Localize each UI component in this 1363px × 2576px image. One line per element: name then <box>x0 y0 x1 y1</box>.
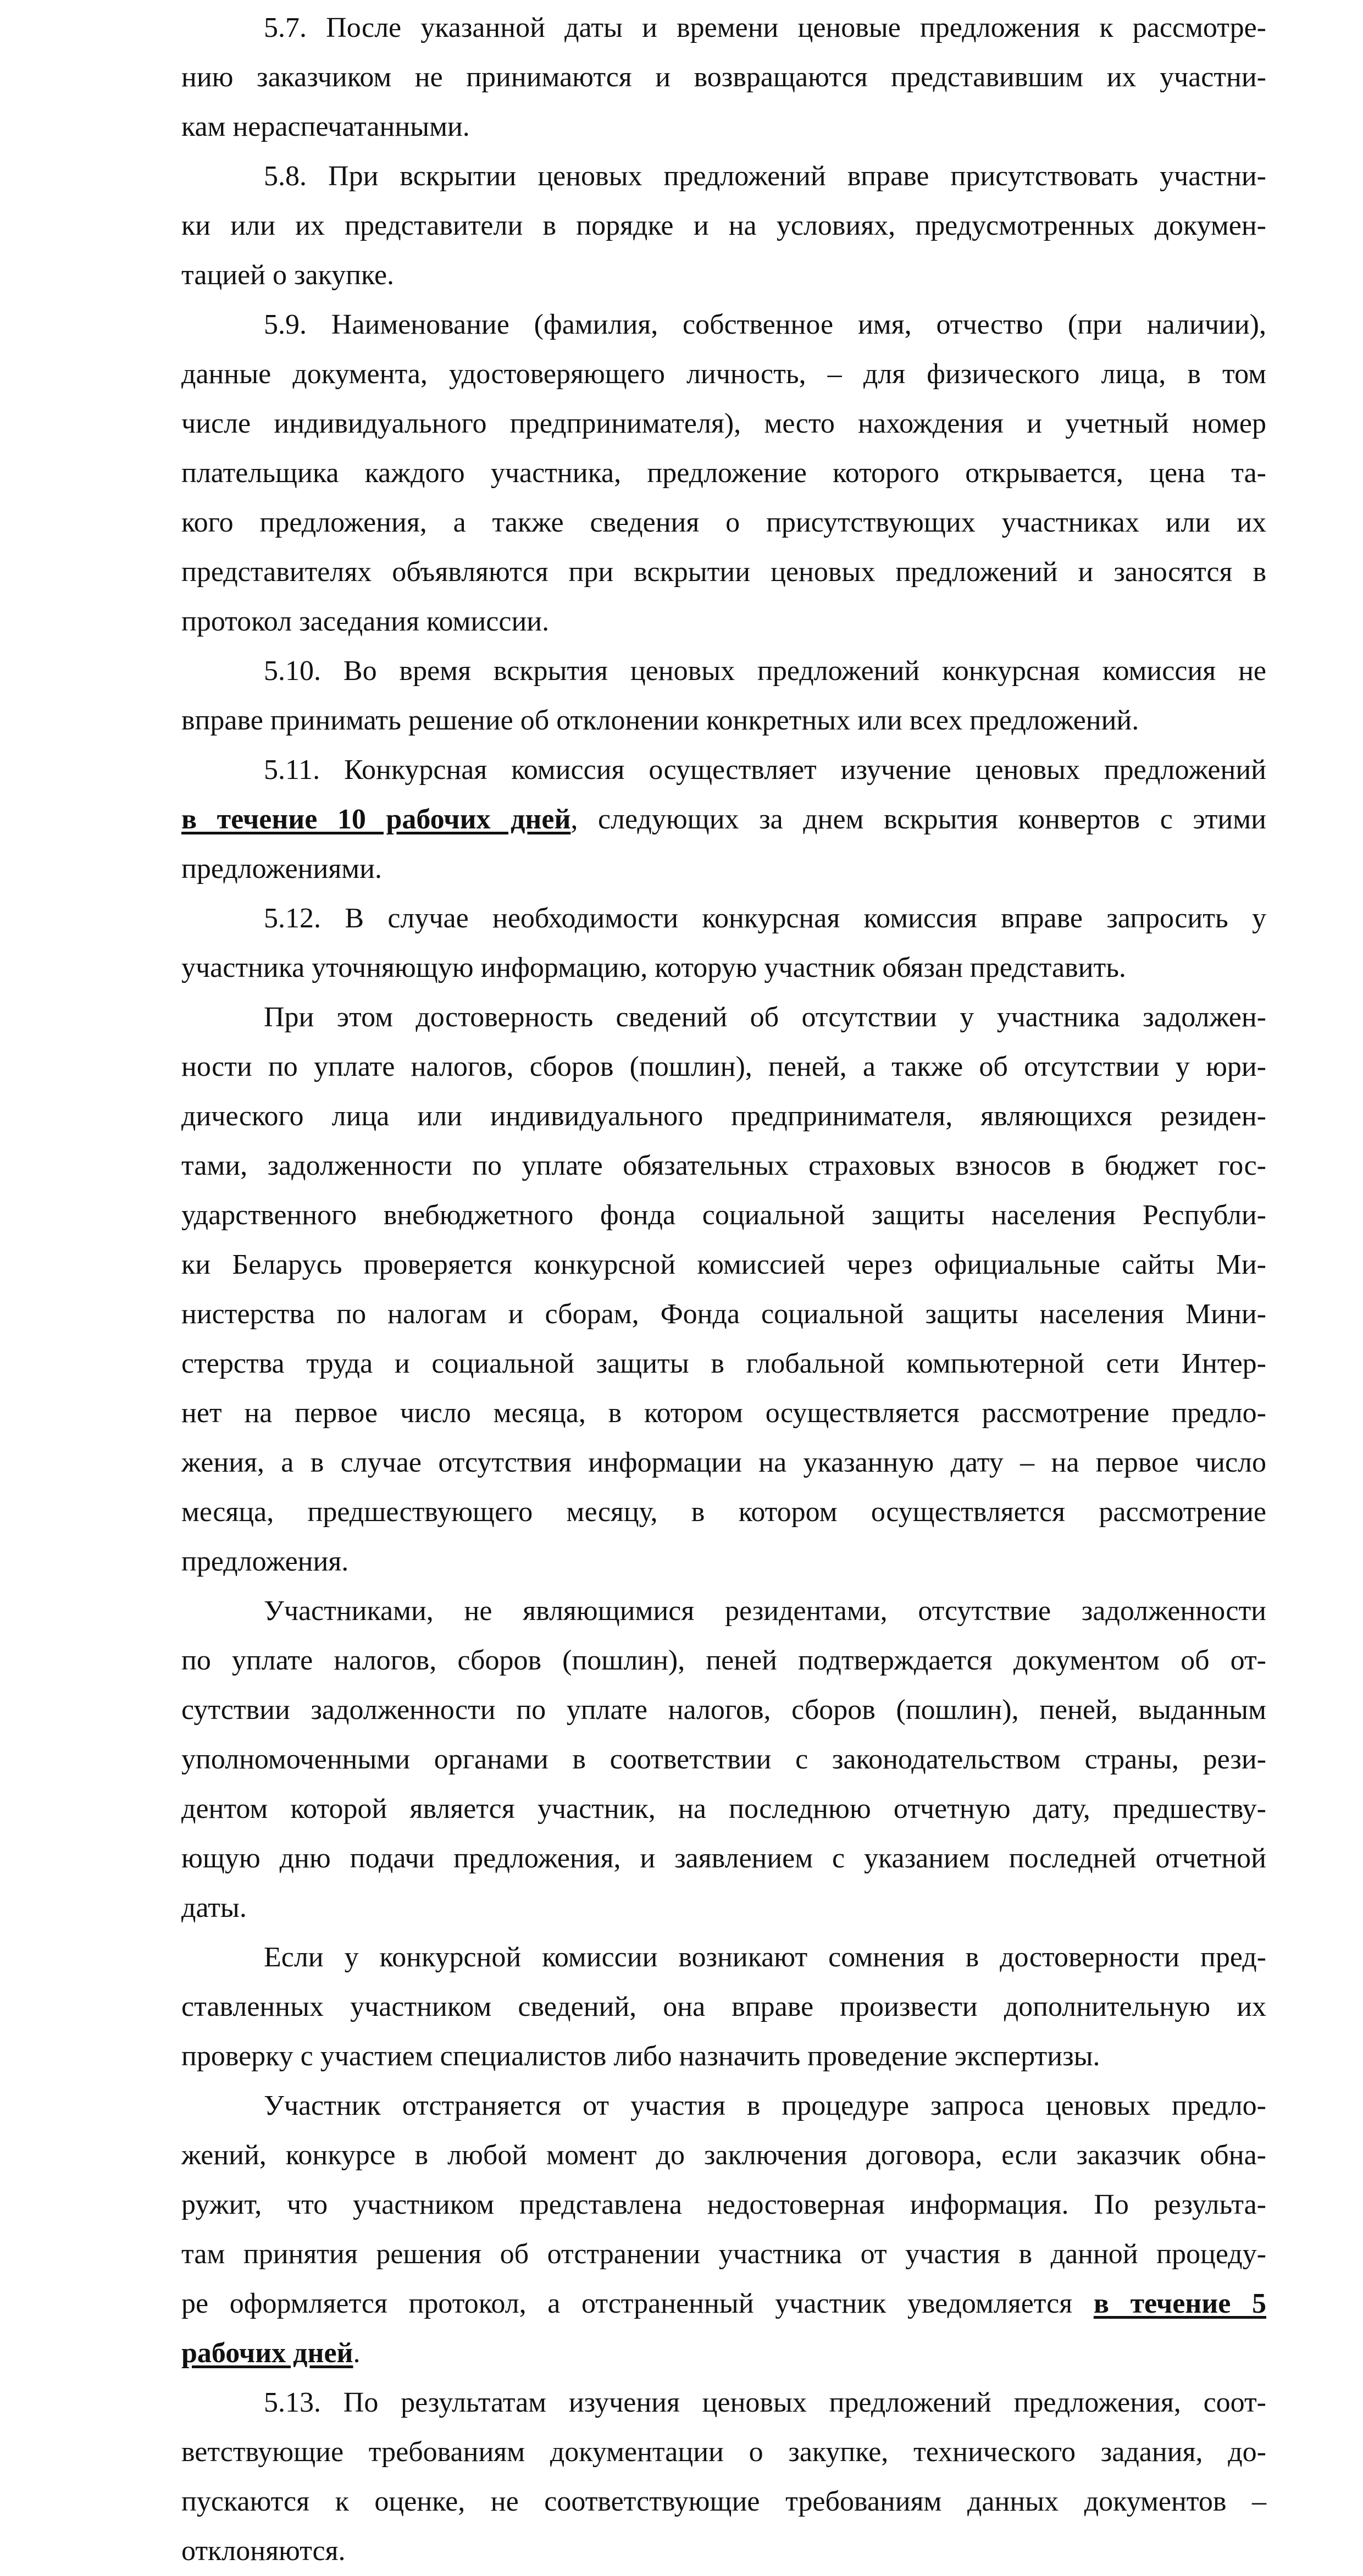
paragraph-5-7 <box>181 3 1266 152</box>
text-line: 5.7. После указанной даты и времени ценовые предложения к рассмотре- <box>264 12 1266 43</box>
text-line: ки или их представители в порядке и на условиях, предусмотренных докумен- <box>181 210 1266 241</box>
document-text-body <box>181 3 1266 2576</box>
text-line: ности по уплате налогов, сборов (пошлин), пеней, а также об отсутствии у юри- <box>181 1051 1266 1082</box>
paragraph-5-8 <box>181 152 1266 300</box>
text-line-with-emphasis <box>181 795 1266 844</box>
text-line: пускаются к оценке, не соответствующие требованиям данных документов – <box>181 2486 1266 2517</box>
text-line: 5.12. В случае необходимости конкурсная комиссия вправе запросить у <box>264 903 1266 934</box>
text-line: представителях объявляются при вскрытии ценовых предложений и заносятся в <box>181 556 1266 588</box>
text-line: ющую дню подачи предложения, и заявлением с указанием последней отчетной <box>181 1843 1266 1874</box>
text-line: дического лица или индивидуального предпринимателя, являющихся резиден- <box>181 1101 1266 1132</box>
text-line: дентом которой является участник, на последнюю отчетную дату, предшеству- <box>181 1793 1266 1825</box>
paragraph-5-9 <box>181 300 1266 646</box>
text-line: 5.11. Конкурсная комиссия осуществляет изучение ценовых предложений <box>264 754 1266 786</box>
text-line: ударственного внебюджетного фонда социальной защиты населения Республи- <box>181 1199 1266 1231</box>
text-line: нет на первое число месяца, в котором осуществляется рассмотрение предло- <box>181 1397 1266 1429</box>
text-line: нию заказчиком не принимаются и возвращаются представившим их участни- <box>181 62 1266 93</box>
text-line: нистерства по налогам и сборам, Фонда социальной защиты населения Мини- <box>181 1298 1266 1330</box>
text-line: отклоняются. <box>181 2535 346 2567</box>
text-line: кам нераспечатанными. <box>181 111 470 142</box>
emphasis-term-10-working-days: в течение 10 рабочих дней <box>181 804 571 835</box>
text-line: тацией о закупке. <box>181 259 395 291</box>
text-line: ставленных участником сведений, она вправе произвести дополнительную их <box>181 1991 1266 2022</box>
text-line: Участник отстраняется от участия в процедуре запроса ценовых предло- <box>264 2090 1266 2121</box>
text-line: уполномоченными органами в соответствии с законодательством страны, рези- <box>181 1744 1266 1775</box>
text-line: протокол заседания комиссии. <box>181 606 550 637</box>
text-line-with-emphasis <box>181 2279 1266 2329</box>
paragraph-esli-u-komissii <box>181 1933 1266 2081</box>
text-line: вправе принимать решение об отклонении конкретных или всех предложений. <box>181 705 1139 736</box>
text-line: тами, задолженности по уплате обязательных страховых взносов в бюджет гос- <box>181 1150 1266 1181</box>
text-line: участника уточняющую информацию, которую участник обязан представить. <box>181 952 1126 983</box>
text-line: данные документа, удостоверяющего личность, – для физического лица, в том <box>181 358 1266 390</box>
text-line: предложения. <box>181 1546 349 1577</box>
paragraph-uchastnik-otstranyaetsya <box>181 2081 1266 2378</box>
text-line: 5.9. Наименование (фамилия, собственное имя, отчество (при наличии), <box>264 309 1266 340</box>
text-line: 5.13. По результатам изучения ценовых предложений предложения, соот- <box>264 2387 1266 2418</box>
paragraph-5-10 <box>181 646 1266 745</box>
emphasis-term-5-working-days-part1: в течение 5 <box>1093 2288 1266 2319</box>
text-line: месяца, предшествующего месяцу, в котором осуществляется рассмотрение <box>181 1496 1266 1528</box>
text-line-with-emphasis <box>181 2329 1266 2378</box>
text-line-suffix: . <box>353 2337 361 2369</box>
text-line: При этом достоверность сведений об отсутствии у участника задолжен- <box>264 1002 1266 1033</box>
text-line: сутствии задолженности по уплате налогов, сборов (пошлин), пеней, выданным <box>181 1694 1266 1726</box>
text-line: проверку с участием специалистов либо назначить проведение экспертизы. <box>181 2041 1100 2072</box>
paragraph-5-11 <box>181 745 1266 894</box>
text-line: плательщика каждого участника, предложение которого открывается, цена та- <box>181 457 1266 489</box>
text-line: ружит, что участником представлена недостоверная информация. По результа- <box>181 2189 1266 2220</box>
emphasis-term-5-working-days-part2: рабочих дней <box>181 2337 353 2369</box>
text-line: Участниками, не являющимися резидентами, отсутствие задолженности <box>264 1595 1266 1627</box>
text-line: 5.10. Во время вскрытия ценовых предложений конкурсная комиссия не <box>264 655 1266 687</box>
text-line-remainder: , следующих за днем вскрытия конвертов с этими <box>570 804 1266 835</box>
text-line: по уплате налогов, сборов (пошлин), пеней подтверждается документом об от- <box>181 1645 1266 1676</box>
text-line: ки Беларусь проверяется конкурсной комиссией через официальные сайты Ми- <box>181 1249 1266 1280</box>
text-line-prefix: ре оформляется протокол, а отстраненный участник уведомляется <box>181 2288 1094 2319</box>
text-line: жения, а в случае отсутствия информации на указанную дату – на первое число <box>181 1447 1266 1478</box>
text-line: числе индивидуального предпринимателя), место нахождения и учетный номер <box>181 408 1266 439</box>
text-line: жений, конкурсе в любой момент до заключения договора, если заказчик обна- <box>181 2140 1266 2171</box>
text-line: ветствующие требованиям документации о закупке, технического задания, до- <box>181 2436 1266 2468</box>
text-line: там принятия решения об отстранении участника от участия в данной процеду- <box>181 2238 1266 2270</box>
paragraph-5-12 <box>181 894 1266 993</box>
paragraph-uchastnikami <box>181 1586 1266 1933</box>
text-line: предложениями. <box>181 853 382 885</box>
text-line: даты. <box>181 1892 247 1923</box>
text-line: Если у конкурсной комиссии возникают сомнения в достоверности пред- <box>264 1942 1266 1973</box>
text-line: 5.8. При вскрытии ценовых предложений вправе присутствовать участни- <box>264 161 1266 192</box>
text-line: стерства труда и социальной защиты в глобальной компьютерной сети Интер- <box>181 1348 1266 1379</box>
text-line: кого предложения, а также сведения о присутствующих участниках или их <box>181 507 1266 538</box>
paragraph-pri-etom <box>181 993 1266 1586</box>
paragraph-5-13 <box>181 2378 1266 2576</box>
